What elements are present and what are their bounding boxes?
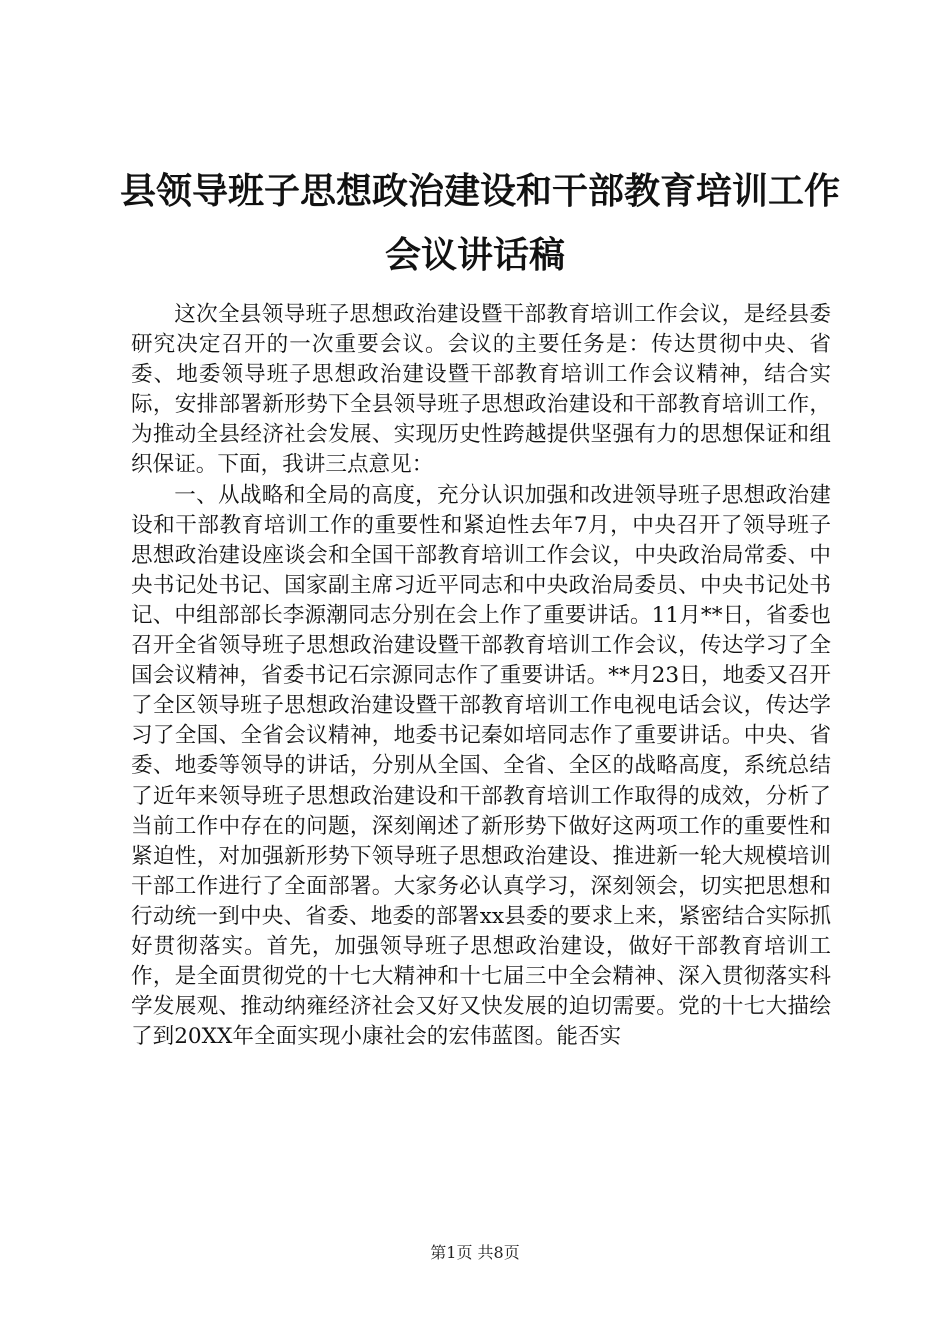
paragraph-intro: 这次全县领导班子思想政治建设暨干部教育培训工作会议，是经县委研究决定召开的一次重要会议。会议的主要任务是：传达贯彻中央、省委、地委领导班子思想政治建设暨干部教育培训工作会议精神，结合实际，安排部署新形势下全县领导班子思想政治建设和干部教育培训工作，为推动全县经济社会发展、实现历史性跨越提供坚强有力的思想保证和组织保证。下面，我讲三点意见：	[131, 302, 831, 478]
document-body	[131, 300, 831, 1052]
title-line-2: 会议讲话稿	[384, 235, 565, 276]
title-line-1: 县领导班子思想政治建设和干部教育培训工作	[120, 171, 841, 212]
page-number: 第1页 共8页	[430, 1243, 520, 1262]
paragraph-section-one: 一、从战略和全局的高度，充分认识加强和改进领导班子思想政治建设和干部教育培训工作的重要性和紧迫性去年7月，中央召开了领导班子思想政治建设座谈会和全国干部教育培训工作会议，中央政治局常委、中央书记处书记、国家副主席习近平同志和中央政治局委员、中央书记处书记、中组部部长李源潮同志分别在会上作了重要讲话。11月**日，省委也召开全省领导班子思想政治建设暨干部教育培训工作会议，传达学习了全国会议精神，省委书记石宗源同志作了重要讲话。**月23日，地委又召开了全区领导班子思想政治建设暨干部教育培训工作电视电话会议，传达学习了全国、全省会议精神，地委书记秦如培同志作了重要讲话。中央、省委、地委等领导的讲话，分别从全国、全省、全区的战略高度，系统总结了近年来领导班子思想政治建设和干部教育培训工作取得的成效，分析了当前工作中存在的问题，深刻阐述了新形势下做好这两项工作的重要性和紧迫性，对加强新形势下领导班子思想政治建设、推进新一轮大规模培训干部工作进行了全面部署。大家务必认真学习，深刻领会，切实把思想和行动统一到中央、省委、地委的部署xx县委的要求上来，紧密结合实际抓好贯彻落实。首先，加强领导班子思想政治建设，做好干部教育培训工作，是全面贯彻党的十七大精神和十七届三中全会精神、深入贯彻落实科学发展观、推动纳雍经济社会又好又快发展的迫切需要。党的十七大描绘了到20XX年全面实现小康社会的宏伟蓝图。能否实	[131, 482, 831, 1050]
page-title	[120, 160, 841, 288]
